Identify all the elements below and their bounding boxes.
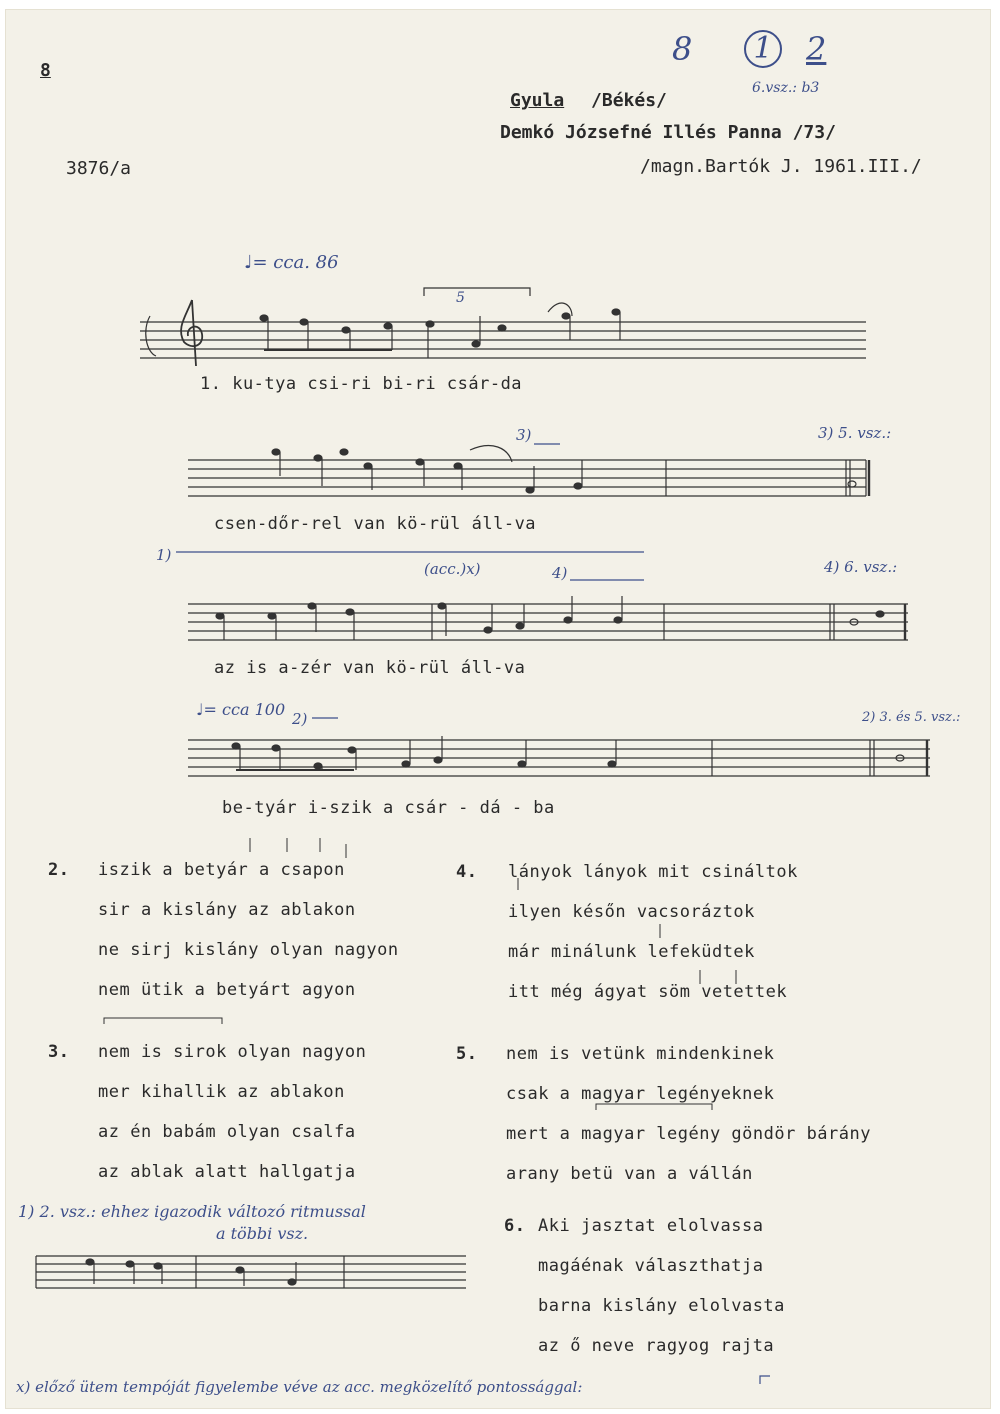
tempo-mark-first: ♩= cca. 86 (244, 252, 339, 273)
verse-line: már minálunk lefeküdtek (508, 942, 755, 962)
page-number: 8 (40, 60, 51, 81)
staff-footnote (36, 1256, 466, 1288)
staff-2-variant-note: 3) 5. vsz.: (818, 424, 892, 442)
tuplet-mark: 5 (456, 290, 465, 306)
handwritten-number-a: 8 (672, 30, 693, 68)
singer-name: Demkó Józsefné Illés Panna /73/ (500, 122, 836, 143)
verse-line: magáénak választhatja (538, 1256, 764, 1276)
handwritten-circled-number: 1 (744, 30, 782, 68)
footnote-marker-4: 4) (552, 564, 568, 582)
verse-line: mer kihallik az ablakon (98, 1082, 345, 1102)
staff-4-notes (232, 736, 904, 770)
verse-line: ilyen későn vacsoráztok (508, 902, 755, 922)
county-name: /Békés/ (591, 90, 667, 111)
staff-1-notes (260, 309, 620, 350)
verse-line: iszik a betyár a csapon (98, 860, 345, 880)
footnote-marker-1: 1) (156, 546, 172, 564)
verse-line: itt még ágyat söm vetettek (508, 982, 788, 1002)
verse-number: 5. (456, 1044, 478, 1064)
footnote-1-line-1: 1) 2. vsz.: ehhez igazodik változó ritmussal (18, 1202, 366, 1221)
handwritten-variant-note: 6.vsz.: b3 (752, 80, 820, 96)
accelerando-mark: (acc.)x) (424, 560, 481, 578)
verse-line: Aki jasztat elolvassa (538, 1216, 764, 1236)
handwritten-number-c: 2 (806, 30, 827, 68)
verse-line: csak a magyar legényeknek (506, 1084, 775, 1104)
lyrics-line-2: csen-dőr-rel van kö-rül áll-va (214, 514, 537, 534)
verse-line: nem ütik a betyárt agyon (98, 980, 356, 1000)
verse-line: arany betü van a vállán (506, 1164, 753, 1184)
verse-number: 4. (456, 862, 478, 882)
footnote-1-line-2: a többi vsz. (216, 1224, 309, 1243)
place-name: Gyula (510, 90, 565, 111)
verse-line: sir a kislány az ablakon (98, 900, 356, 920)
verse-line: az én babám olyan csalfa (98, 1122, 356, 1142)
staff-3 (188, 604, 908, 640)
verse-line: barna kislány elolvasta (538, 1296, 785, 1316)
footnote-marker-2: 2) (292, 710, 308, 728)
recording-info: /magn.Bartók J. 1961.III./ (640, 156, 922, 177)
verse-line: az ő neve ragyog rajta (538, 1336, 775, 1356)
tempo-mark-second: ♩= cca 100 (196, 700, 286, 719)
verse-line: az ablak alatt hallgatja (98, 1162, 356, 1182)
verse-line: nem is vetünk mindenkinek (506, 1044, 775, 1064)
staff-3-variant-note: 4) 6. vsz.: (824, 558, 898, 576)
lyrics-line-3: az is a-zér van kö-rül áll-va (214, 658, 526, 678)
verse-line: nem is sirok olyan nagyon (98, 1042, 367, 1062)
verse-number: 3. (48, 1042, 70, 1062)
staff-3-notes (216, 596, 884, 640)
verse-line: mert a magyar legény göndör bárány (506, 1124, 871, 1144)
verse-line: ne sirj kislány olyan nagyon (98, 940, 399, 960)
archive-number: 3876/a (66, 158, 132, 179)
footnote-x: x) előző ütem tempóját figyelembe véve az acc. megközelítő pontossággal: (16, 1378, 583, 1396)
verse-number: 2. (48, 860, 70, 880)
lyrics-line-4: be-tyár i-szik a csár - dá - ba (222, 798, 555, 818)
verse-line: lányok lányok mit csináltok (508, 862, 798, 882)
footnote-marker-3: 3) (516, 426, 532, 444)
lyrics-line-1: 1. ku-tya csi-ri bi-ri csár-da (200, 374, 523, 394)
verse-number: 6. (504, 1216, 526, 1236)
staff-4-variant-note: 2) 3. és 5. vsz.: (862, 710, 961, 725)
